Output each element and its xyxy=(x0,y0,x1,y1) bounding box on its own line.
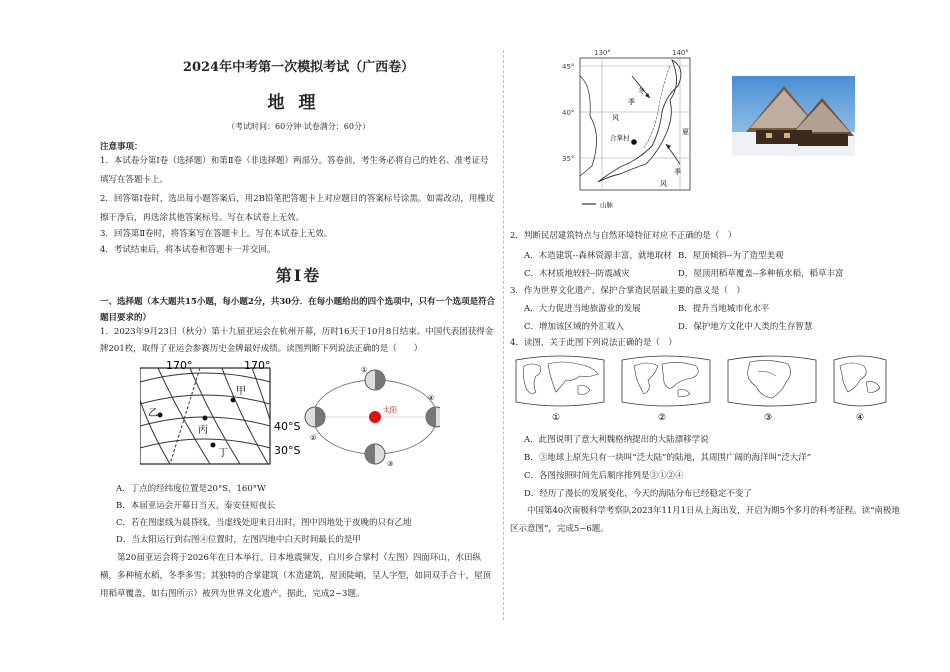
question-4-option-b: B．③地球上原先只有一块叫“泛大陆”的陆地，其周围广阔的海洋叫“泛大洋” xyxy=(524,453,812,463)
question-1-stem: 1．2023年9月23日（秋分）第十九届亚运会在杭州开幕，历时16天于10月8日结束。中国代表团获得金牌201枚，取得了亚运会参赛历史金牌最好成绩。读图判断下列说法正确的是（ ） xyxy=(100,327,494,354)
village-marker-icon xyxy=(631,139,637,145)
wind-label: 季 xyxy=(628,98,635,106)
orbit-position-label: ① xyxy=(361,366,368,374)
orbit-position-label: ③ xyxy=(387,460,394,468)
village-label: 合掌村 xyxy=(610,134,630,142)
question-1-figures xyxy=(140,360,440,472)
earth-orbit-diagram xyxy=(305,366,440,468)
point-label: 丙 xyxy=(198,425,208,436)
question-1-option-b: B．本届亚运会开幕日当天，泰安昼短夜长 xyxy=(116,501,276,511)
question-1-option-a: A．丁点的经纬度位置是20°S，160°W xyxy=(116,484,266,494)
question-3-option-d: D．保护地方文化中人类的生存智慧 xyxy=(678,322,813,332)
map-legend-label: 山脉 xyxy=(600,201,613,209)
note-item: 1．本试卷分第Ⅰ卷（选择题）和第Ⅱ卷（非选择题）两部分。答卷前，考生务必将自己的姓名、准考证号填写在答题卡上。 xyxy=(100,156,489,185)
sun-icon xyxy=(369,411,381,423)
latitude-label: 35° xyxy=(562,155,575,163)
wind-label: 季 xyxy=(674,168,681,176)
sun-label: 太阳 xyxy=(383,406,397,414)
wind-label: 风 xyxy=(660,180,667,188)
note-item: 2．回答第Ⅰ卷时，选出每小题答案后，用2B铅笔把答题卡上对应题目的答案标号涂黑。如需改动，用橡皮擦干净后，再选涂其他答案标号。写在本试卷上无效。 xyxy=(100,194,495,223)
continental-drift-maps xyxy=(510,352,890,424)
latitude-label: 40°S xyxy=(274,420,301,433)
passage-questions-2-3: 第20届亚运会将于2026年在日本举行。日本地震频发，白川乡合掌村（左图）四面环山，水田纵横，多种植水稻，冬季多雪；其独特的合掌建筑（木造建筑，屋顶陡峭，呈人字型，如同双手合十，屋顶用稻草覆盖，如右图所示）被列为世界文化遗产。据此，完成2~3题。 xyxy=(100,553,492,599)
note-item: 3．回答第Ⅱ卷时，将答案写在答题卡上。写在本试卷上无效。 xyxy=(100,229,333,239)
orbit-position-label: ④ xyxy=(428,394,435,402)
question-1-option-d: D．当太阳运行到右图④位置时，左图四地中白天时间最长的是甲 xyxy=(116,535,361,545)
point-label: 甲 xyxy=(236,386,246,397)
question-3-option-c: C．增加该区域的外汇收入 xyxy=(524,322,625,332)
exam-info: （考试时间：60分钟 试卷满分：60分） xyxy=(227,122,370,131)
japan-map-figure xyxy=(562,46,712,218)
column-divider xyxy=(503,50,504,620)
notes-heading: 注意事项： xyxy=(100,142,143,152)
question-2-option-d: D．屋顶用稻草覆盖--多种植水稻，稻草丰富 xyxy=(678,269,844,279)
drift-map-label: ④ xyxy=(856,413,865,423)
question-4-option-c: C．各图按照时间先后顺序排列是③①②④ xyxy=(524,471,684,481)
wind-label: 冬 xyxy=(638,87,645,95)
point-label: 乙 xyxy=(148,408,158,419)
question-3-stem: 3．作为世界文化遗产，保护合掌造民居最主要的意义是（ ） xyxy=(510,286,745,296)
drift-map-label: ① xyxy=(552,413,561,423)
question-3-option-a: A．大力促进当地旅游业的发展 xyxy=(524,304,641,314)
question-2-stem: 2．判断民居建筑特点与自然环境特征对应不正确的是（ ） xyxy=(510,231,737,241)
question-2-option-b: B．屋顶倾斜--为了造型美观 xyxy=(678,251,784,261)
wind-label: 夏 xyxy=(682,128,689,136)
volume-title: 第Ⅰ卷 xyxy=(275,266,322,285)
latitude-label: 45° xyxy=(562,63,575,71)
question-1-option-c: C．若在图虚线为晨昏线，当虚线处迎来日出时，图中四地处于夜晚的只有乙地 xyxy=(116,518,412,528)
wind-label: 风 xyxy=(612,114,619,122)
subject-title: 地理 xyxy=(267,93,330,113)
latitude-label: 30°S xyxy=(274,444,301,457)
drift-map-label: ② xyxy=(658,413,667,423)
point-label: 丁 xyxy=(218,448,228,459)
latitude-label: 40° xyxy=(562,109,575,117)
longitude-label: 140° xyxy=(672,49,689,57)
question-4-option-a: A．此图说明了意大利魏格纳提出的大陆漂移学说 xyxy=(524,435,709,445)
lat-lon-grid-map xyxy=(140,360,300,464)
passage-questions-5-6: 中国第40次南极科学考察队2023年11月1日从上海出发，开启为期5个多月的科考征程。读“南极地区示意图”，完成5~6题。 xyxy=(510,506,900,534)
question-4-option-d: D．经历了漫长的发展变化，今天的海陆分布已经稳定不变了 xyxy=(524,489,752,499)
orbit-position-label: ② xyxy=(310,434,317,442)
question-2-option-c: C．木材质地较轻--防震减灾 xyxy=(524,269,630,279)
gassho-house-photo xyxy=(732,76,855,156)
longitude-label: 170° xyxy=(244,360,271,372)
question-4-stem: 4．读图，关于此图下列说法正确的是（ ） xyxy=(510,338,677,348)
longitude-label: 130° xyxy=(594,49,611,57)
question-3-option-b: B．提升当地城市化水平 xyxy=(678,304,770,314)
question-2-option-a: A．木造建筑--森林资源丰富，就地取材 xyxy=(524,251,672,261)
drift-map-label: ③ xyxy=(764,413,773,423)
exam-title: 2024年中考第一次模拟考试（广西卷） xyxy=(182,60,415,75)
longitude-label: 170° xyxy=(166,360,193,372)
note-item: 4．考试结束后，将本试卷和答题卡一并交回。 xyxy=(100,245,276,255)
section-heading: 一、选择题（本大题共15小题，每小题2分，共30分．在每小题给出的四个选项中，只有一个选项是符合题目要求的） xyxy=(100,297,496,323)
